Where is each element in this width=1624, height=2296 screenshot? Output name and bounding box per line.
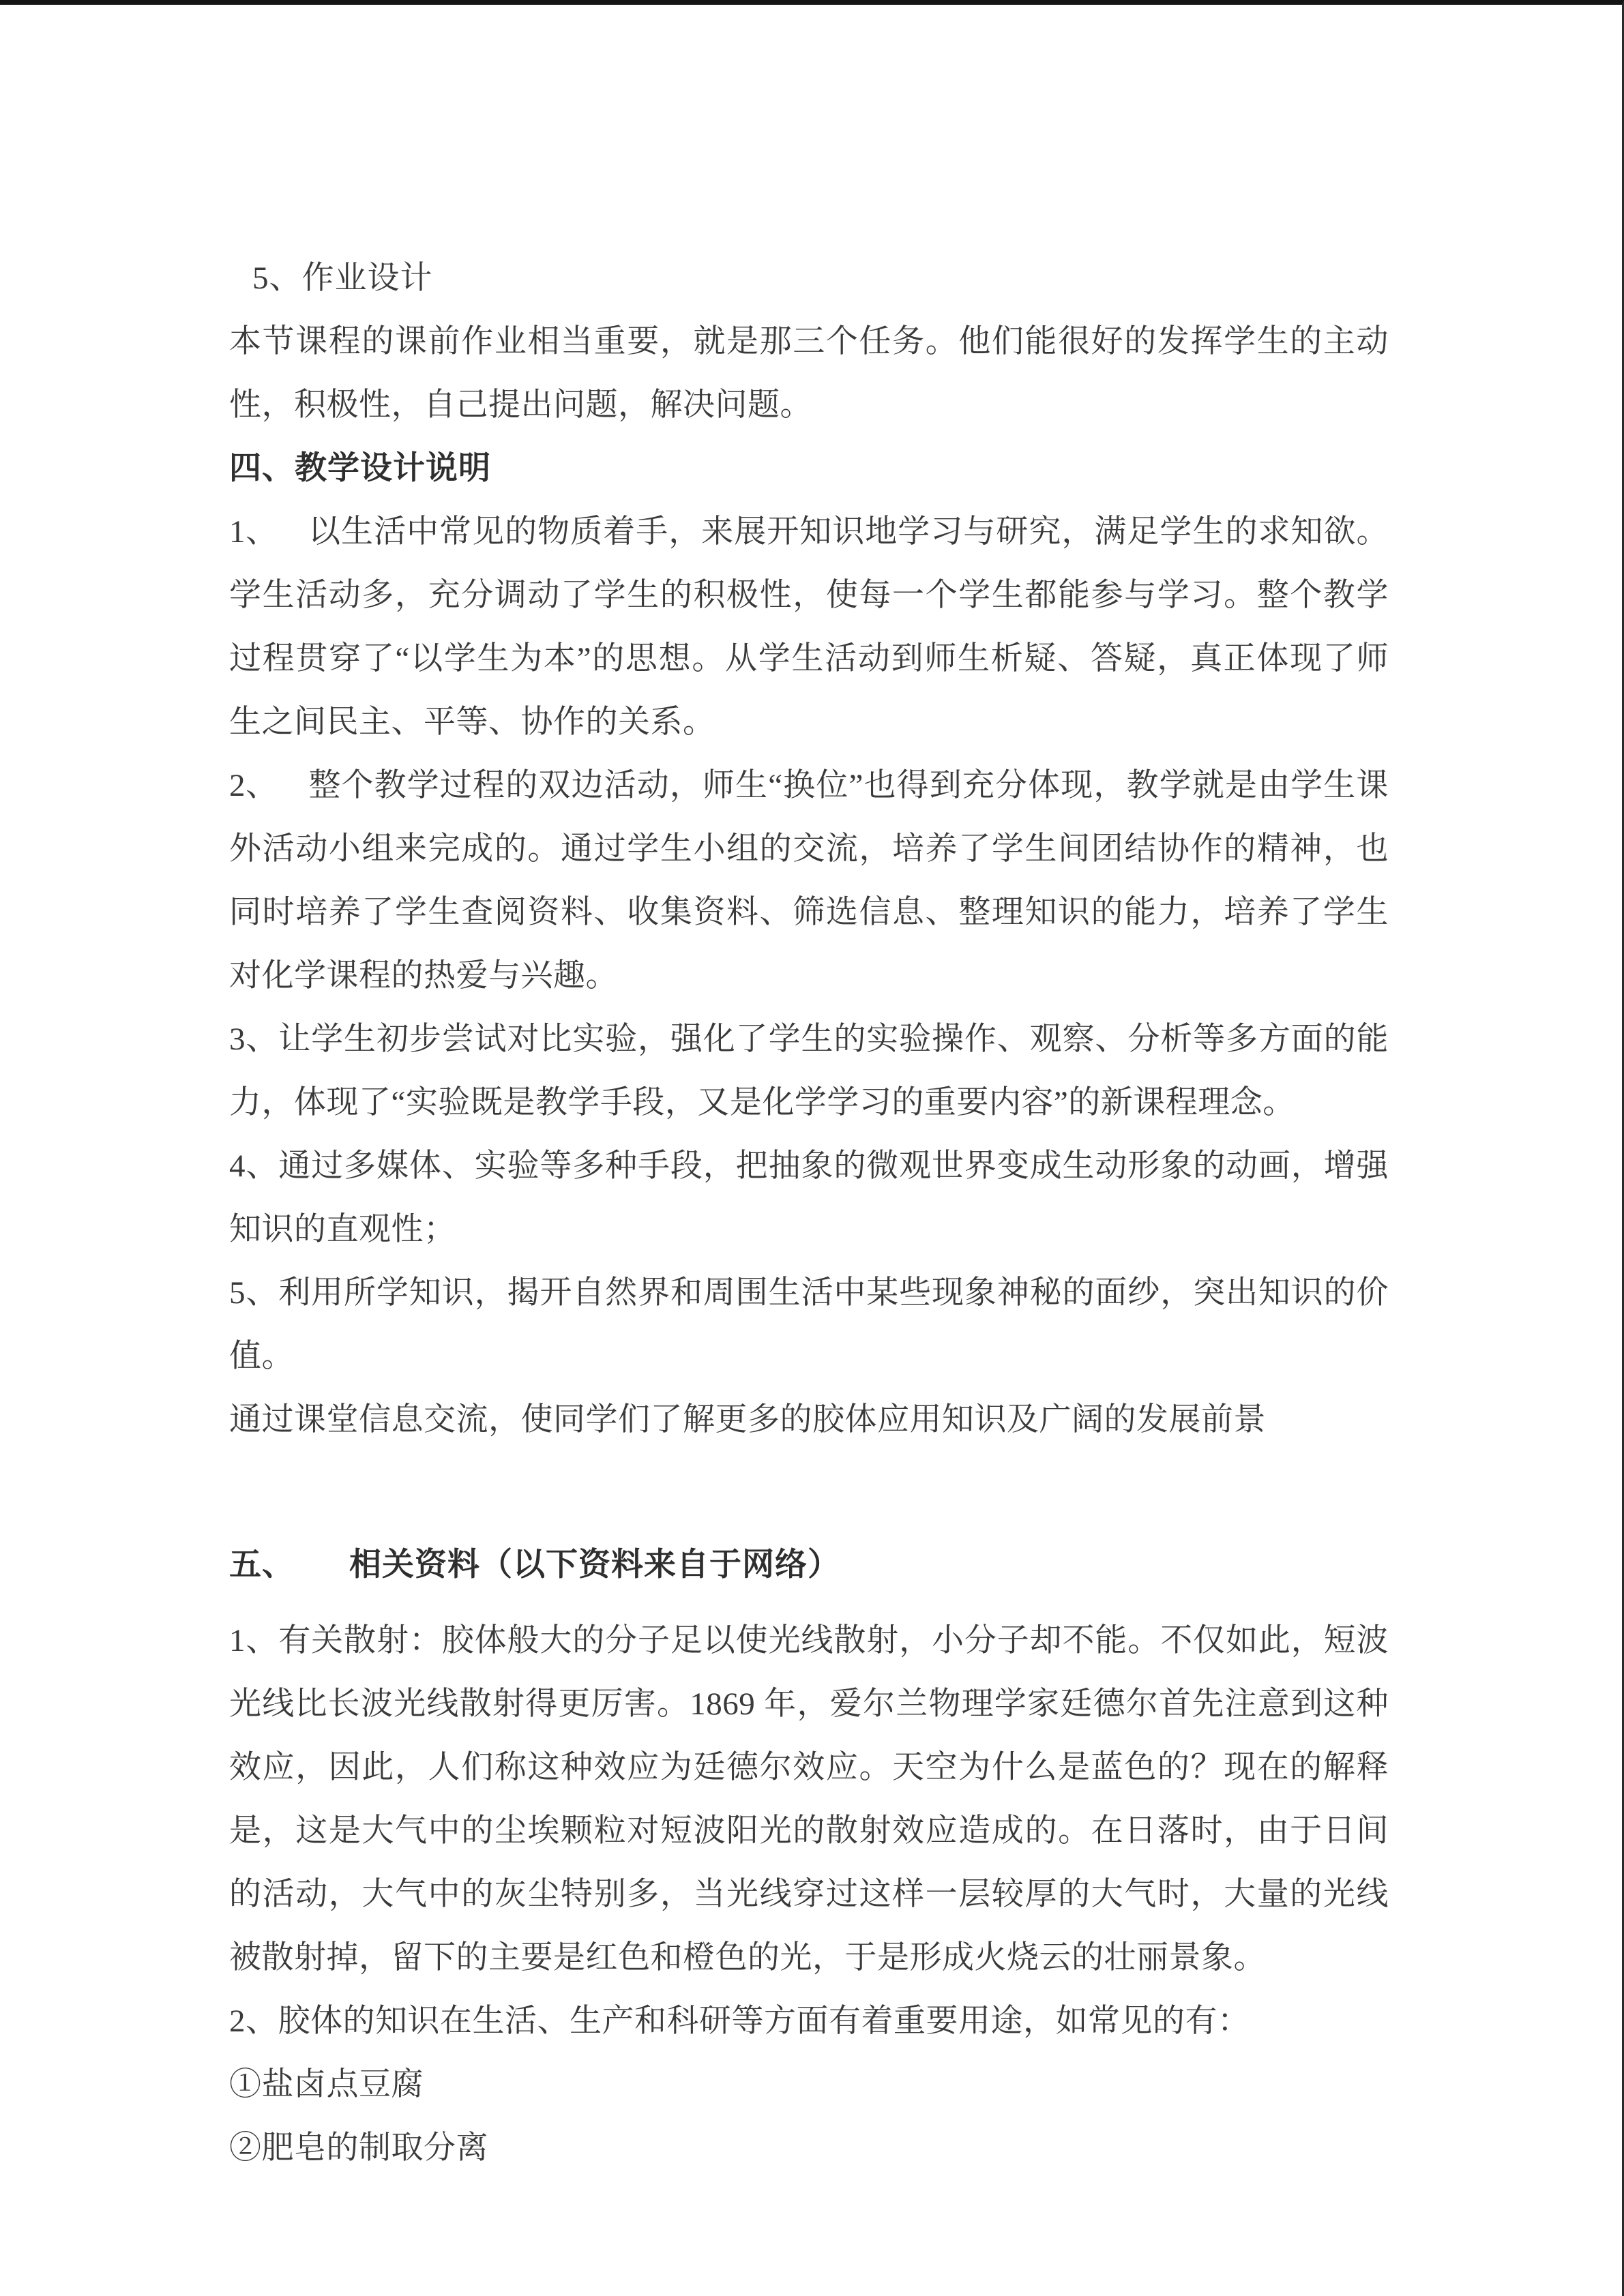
- bullet-item-1: ①盐卤点豆腐: [229, 2067, 424, 2102]
- list-marker-material-2: 2、: [229, 2003, 278, 2039]
- heading-related-materials: [229, 1534, 1389, 1597]
- list-item-material-1: [229, 1609, 1389, 1990]
- list-item-text-material-1: 有关散射：胶体般大的分子足以使光线散射，小分子却不能。不仅如此，短波光线比长波光线散射得更厉害。1869 年，爱尔兰物理学家廷德尔首先注意到这种效应，因此，人们称这种效应为廷德尔效应。天空为什么是蓝色的？现在的解释是，这是大气中的尘埃颗粒对短波阳光的散射效应造成的。在日落时，由于日间的活动，大气中的灰尘特别多，当光线穿过这样一层较厚的大气时，大量的光线被散射掉，留下的主要是红色和橙色的光，于是形成火烧云的壮丽景象。: [229, 1623, 1389, 1976]
- paragraph-teaching-closing: 通过课堂信息交流，使同学们了解更多的胶体应用知识及广阔的发展前景: [229, 1402, 1266, 1437]
- list-marker-material-1: 1、: [229, 1623, 279, 1658]
- list-item-text-5: 利用所学知识，揭开自然界和周围生活中某些现象神秘的面纱，突出知识的价值。: [229, 1275, 1389, 1374]
- list-marker-5: 5、: [229, 1275, 279, 1311]
- section-spacer: [229, 1452, 1389, 1534]
- paragraph-homework-design-body: 本节课程的课前作业相当重要，就是那三个任务。他们能很好的发挥学生的主动性，积极性，自己提出问题，解决问题。: [229, 324, 1389, 423]
- list-item-text-4: 通过多媒体、实验等多种手段，把抽象的微观世界变成生动形象的动画，增强知识的直观性；: [229, 1148, 1389, 1247]
- heading-text-related-materials: 相关资料（以下资料来自于网络）: [349, 1547, 840, 1583]
- list-item-text-material-2: 胶体的知识在生活、生产和科研等方面有着重要用途，如常见的有：: [278, 2003, 1250, 2039]
- list-item-text-1: 以生活中常见的物质着手，来展开知识地学习与研究，满足学生的求知欲。学生活动多，充分调动了学生的积极性，使每一个学生都能参与学习。整个教学过程贯穿了“以学生为本”的思想。从学生活动到师生析疑、答疑，真正体现了师生之间民主、平等、协作的关系。: [229, 514, 1389, 740]
- document-content: [229, 247, 1389, 2180]
- subsection-homework-design-title: 5、作业设计: [252, 260, 433, 296]
- list-item-teaching-3: [229, 1008, 1389, 1135]
- heading-marker-five: 五、: [229, 1547, 295, 1583]
- list-item-teaching-4: [229, 1135, 1389, 1262]
- list-marker-4: 4、: [229, 1148, 279, 1184]
- list-marker-3: 3、: [229, 1022, 279, 1057]
- heading-spacer: [229, 1597, 1389, 1609]
- heading-teaching-design-notes: 四、教学设计说明: [229, 451, 491, 486]
- list-item-teaching-2: [229, 754, 1389, 1008]
- list-item-teaching-1: [229, 501, 1389, 754]
- list-marker-1: 1、: [229, 514, 278, 550]
- list-item-material-2: [229, 1990, 1389, 2053]
- list-item-text-3: 让学生初步尝试对比实验，强化了学生的实验操作、观察、分析等多方面的能力，体现了“实验既是教学手段，又是化学学习的重要内容”的新课程理念。: [229, 1022, 1389, 1120]
- list-item-teaching-5: [229, 1262, 1389, 1388]
- bullet-item-2: ②肥皂的制取分离: [229, 2130, 488, 2166]
- list-marker-2: 2、: [229, 768, 278, 803]
- list-item-text-2: 整个教学过程的双边活动，师生“换位”也得到充分体现，教学就是由学生课外活动小组来完成的。通过学生小组的交流，培养了学生间团结协作的精神，也同时培养了学生查阅资料、收集资料、筛选信息、整理知识的能力，培养了学生对化学课程的热爱与兴趣。: [229, 768, 1389, 994]
